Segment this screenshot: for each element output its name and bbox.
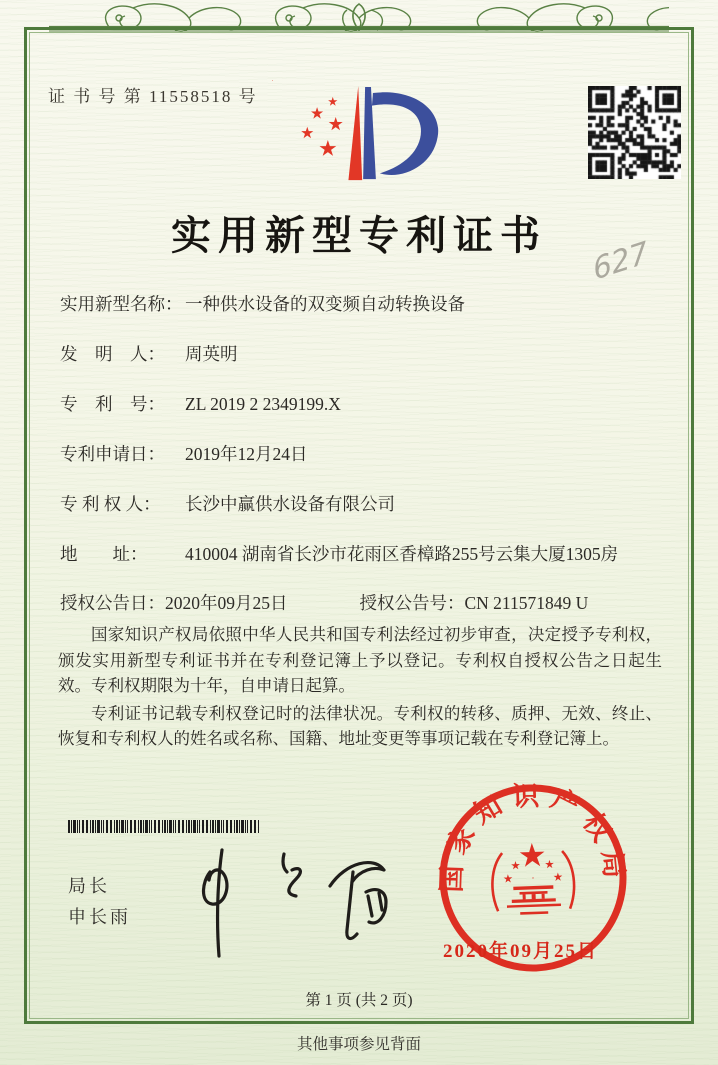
grant-number-label: 授权公告号： [359, 593, 465, 613]
field-value: 410004 湖南省长沙市花雨区香樟路255号云集大厦1305房 [185, 544, 619, 564]
grant-date-value: 2020年09月25日 [165, 593, 288, 613]
handwritten-pencil-note: 627 [590, 235, 651, 288]
field-row [60, 291, 670, 314]
barcode-bar [241, 820, 244, 833]
barcode-bar [178, 820, 180, 833]
barcode-bar [73, 820, 76, 833]
field-row [60, 441, 670, 464]
barcode-bar [182, 820, 184, 833]
barcode-bar [101, 820, 102, 833]
field-value: 一种供水设备的双变频自动转换设备 [185, 294, 465, 314]
barcode-bar [145, 820, 148, 833]
barcode-bar [77, 820, 78, 833]
barcode-bar [202, 820, 204, 833]
barcode-bar [130, 820, 132, 833]
barcode-bar [97, 820, 100, 833]
barcode-bar [134, 820, 136, 833]
barcode-bar [247, 820, 248, 833]
field-value: ZL 2019 2 2349199.X [185, 394, 341, 414]
field-row [60, 491, 670, 514]
barcode-bar [175, 820, 176, 833]
field-value: 2019年12月24日 [185, 444, 308, 464]
handwritten-signature [188, 838, 388, 963]
back-side-note: 其他事项参见背面 [296, 1036, 421, 1053]
barcode-bar [186, 820, 187, 833]
field-row [60, 391, 670, 414]
barcode-bar [223, 820, 224, 833]
barcode-bar [95, 820, 96, 833]
barcode-bar [221, 820, 222, 833]
barcode-bar [258, 820, 259, 833]
barcode-bar [143, 820, 144, 833]
barcode-bar [173, 820, 174, 833]
signer-name: 申长雨 [68, 907, 131, 927]
body-paragraph-2: 专利证书记载专利权登记时的法律状况。专利权的转移、质押、无效、终止、恢复和专利权人的姓名或名称、国籍、地址变更等事项记载在专利登记簿上。 [58, 703, 662, 748]
barcode-bar [212, 820, 214, 833]
barcode-bar [114, 820, 115, 833]
field-label: 专利申请日： [60, 444, 165, 464]
barcode-bar [119, 820, 120, 833]
barcode-bar [106, 820, 108, 833]
logo-red-spike [348, 86, 362, 180]
cnipa-logo [272, 80, 468, 198]
logo-blue-p-bowl [372, 92, 438, 175]
field-label: 专 利 权 人： [60, 494, 161, 514]
seal-national-emblem [491, 842, 575, 915]
barcode-bar [234, 820, 235, 833]
barcode-bar [191, 820, 192, 833]
seal-date: 2020年09月25日 [443, 941, 599, 962]
barcode-bar [169, 820, 172, 833]
field-label: 实用新型名称： [60, 294, 183, 314]
barcode-bar [149, 820, 150, 833]
body-paragraph-1: 国家知识产权局依照中华人民共和国专利法经过初步审查，决定授予专利权，颁发实用新型专利证书并在专利登记簿上予以登记。专利权自授权公告之日起生效。专利权期限为十年，自申请日起算。 [58, 625, 662, 695]
field-rows [60, 291, 670, 591]
barcode-bar [162, 820, 163, 833]
barcode-bar [116, 820, 118, 833]
svg-text:国家知识产权局 [433, 778, 631, 894]
field-row [60, 541, 670, 564]
barcode-bar [193, 820, 196, 833]
barcode-bar [167, 820, 168, 833]
barcode-bar [68, 820, 70, 833]
barcode-bar [230, 820, 232, 833]
barcode-bar [226, 820, 228, 833]
barcode-bar [151, 820, 152, 833]
barcode-bar [127, 820, 128, 833]
barcode-bar [236, 820, 238, 833]
field-label: 发 明 人： [60, 344, 165, 364]
legal-body-text [58, 622, 662, 754]
grant-row [60, 590, 670, 615]
barcode-bar [110, 820, 112, 833]
barcode-bar [245, 820, 246, 833]
barcode-bar [217, 820, 220, 833]
certificate-title: 实用新型专利证书 [171, 213, 547, 258]
seal-arc-text: 国家知识产权局 [436, 780, 631, 893]
barcode-bar [71, 820, 72, 833]
barcode-bar [154, 820, 156, 833]
barcode-bar [79, 820, 80, 833]
signer-title: 局长 [68, 876, 110, 896]
field-label: 专 利 号： [60, 394, 165, 414]
field-row [60, 341, 670, 364]
barcode-bar [250, 820, 252, 833]
barcode-bar [164, 820, 166, 833]
field-label: 地 址： [60, 544, 148, 564]
barcode-bar [140, 820, 142, 833]
logo-stars [272, 80, 343, 156]
barcode-bar [121, 820, 124, 833]
barcode-bar [239, 820, 240, 833]
certificate-number: 证 书 号 第 11558518 号 [48, 87, 258, 106]
barcode-bar [210, 820, 211, 833]
barcode-bar [92, 820, 94, 833]
barcode-bar [90, 820, 91, 833]
barcode [68, 820, 260, 833]
barcode-bar [125, 820, 126, 833]
barcode-bar [188, 820, 190, 833]
field-value: 周英明 [185, 344, 238, 364]
barcode-bar [206, 820, 208, 833]
grant-number-value: CN 211571849 U [464, 593, 589, 613]
barcode-bar [86, 820, 88, 833]
barcode-bar [199, 820, 200, 833]
field-value: 长沙中赢供水设备有限公司 [185, 494, 395, 514]
grant-date-label: 授权公告日： [60, 593, 165, 613]
barcode-bar [197, 820, 198, 833]
barcode-bar [254, 820, 256, 833]
barcode-bar [158, 820, 160, 833]
barcode-bar [82, 820, 84, 833]
barcode-bar [103, 820, 104, 833]
page-number-footer: 第 1 页 (共 2 页) [305, 992, 413, 1009]
qr-code [588, 86, 681, 179]
barcode-bar [215, 820, 216, 833]
barcode-bar [138, 820, 139, 833]
